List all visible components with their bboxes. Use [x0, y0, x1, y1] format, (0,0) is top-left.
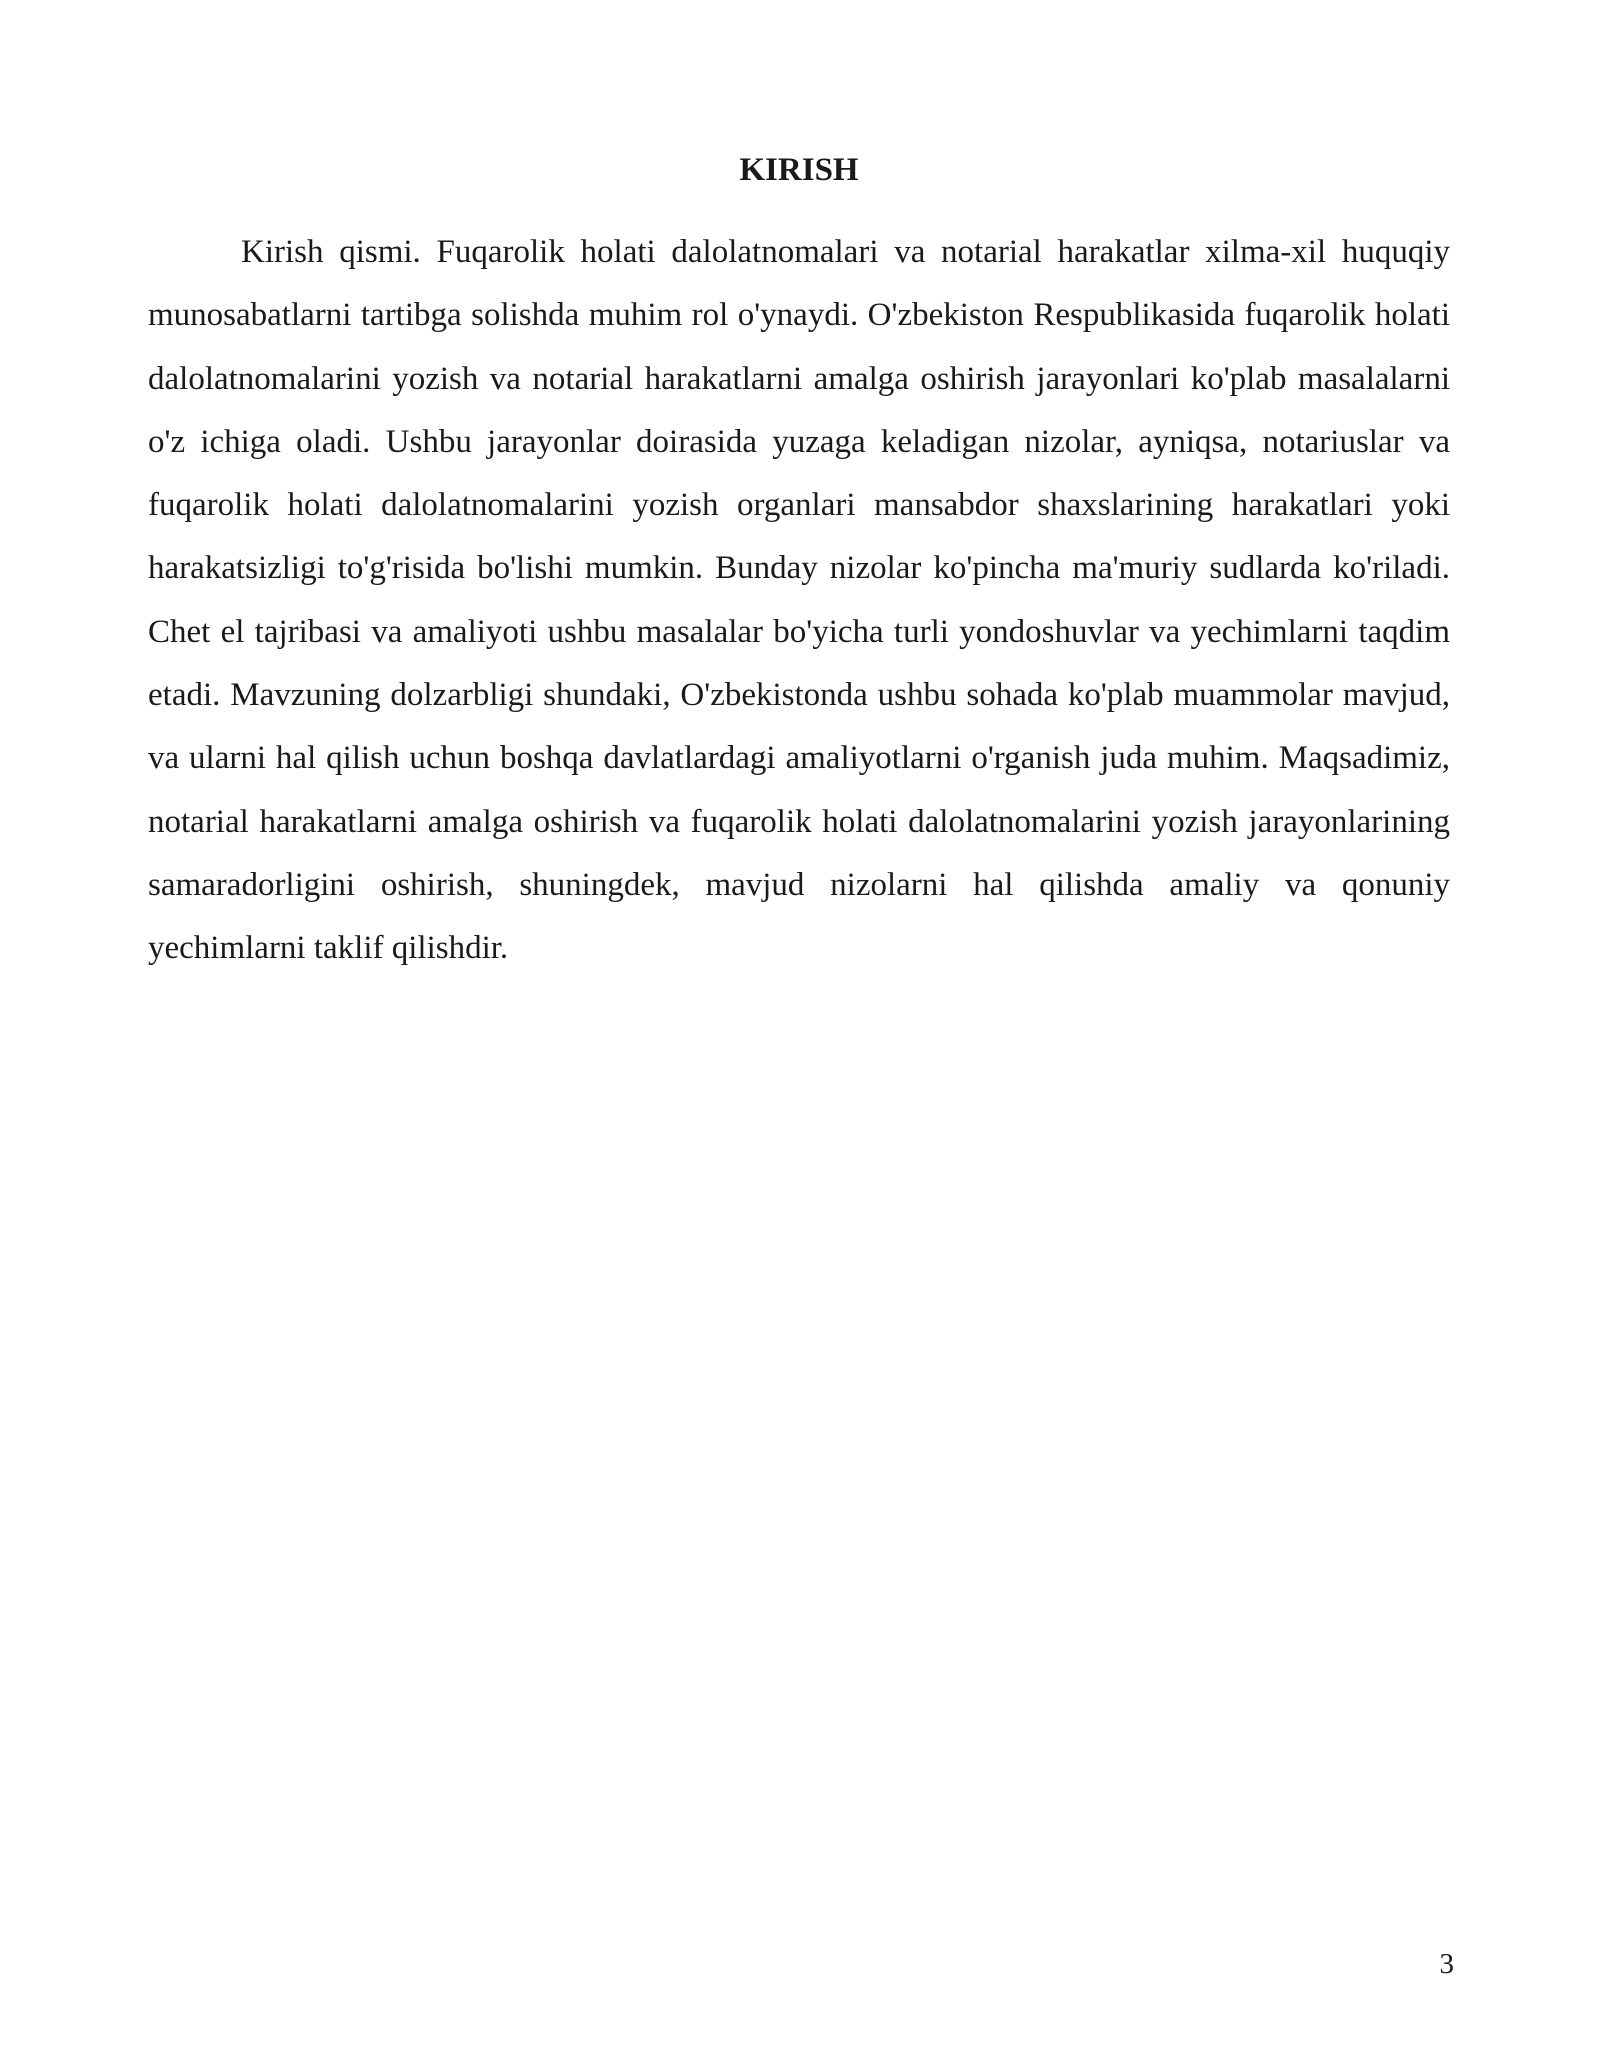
introduction-paragraph: Kirish qismi. Fuqarolik holati dalolatnomalari va notarial harakatlar xilma-xil huquqiy munosabatlarni tartibga solishda muhim rol o'ynaydi. O'zbekiston Respublikasida fuqarolik holati dalolatnomalarini yozish va notarial harakatlarni amalga oshirish jarayonlari ko'plab masalalarni o'z ichiga oladi. Ushbu jarayonlar doirasida yuzaga keladigan nizolar, ayniqsa, notariuslar va fuqarolik holati dalolatnomalarini yozish organlari mansabdor shaxslarining harakatlari yoki harakatsizligi to'g'risida bo'lishi mumkin. Bunday nizolar ko'pincha ma'muriy sudlarda ko'riladi. Chet el tajribasi va amaliyoti ushbu masalalar bo'yicha turli yondoshuvlar va yechimlarni taqdim etadi. Mavzuning dolzarbligi shundaki, O'zbekistonda ushbu sohada ko'plab muammolar mavjud, va ularni hal qilish uchun boshqa davlatlardagi amaliyotlarni o'rganish juda muhim. Maqsadimiz, notarial harakatlarni amalga oshirish va fuqarolik holati dalolatnomalarini yozish jarayonlarining samaradorligini oshirish, shuningdek, mavjud nizolarni hal qilishda amaliy va qonuniy yechimlarni taklif qilishdir. — [148, 234, 1450, 967]
section-heading: KIRISH — [739, 152, 859, 188]
page-number: 3 — [1439, 1948, 1454, 1980]
